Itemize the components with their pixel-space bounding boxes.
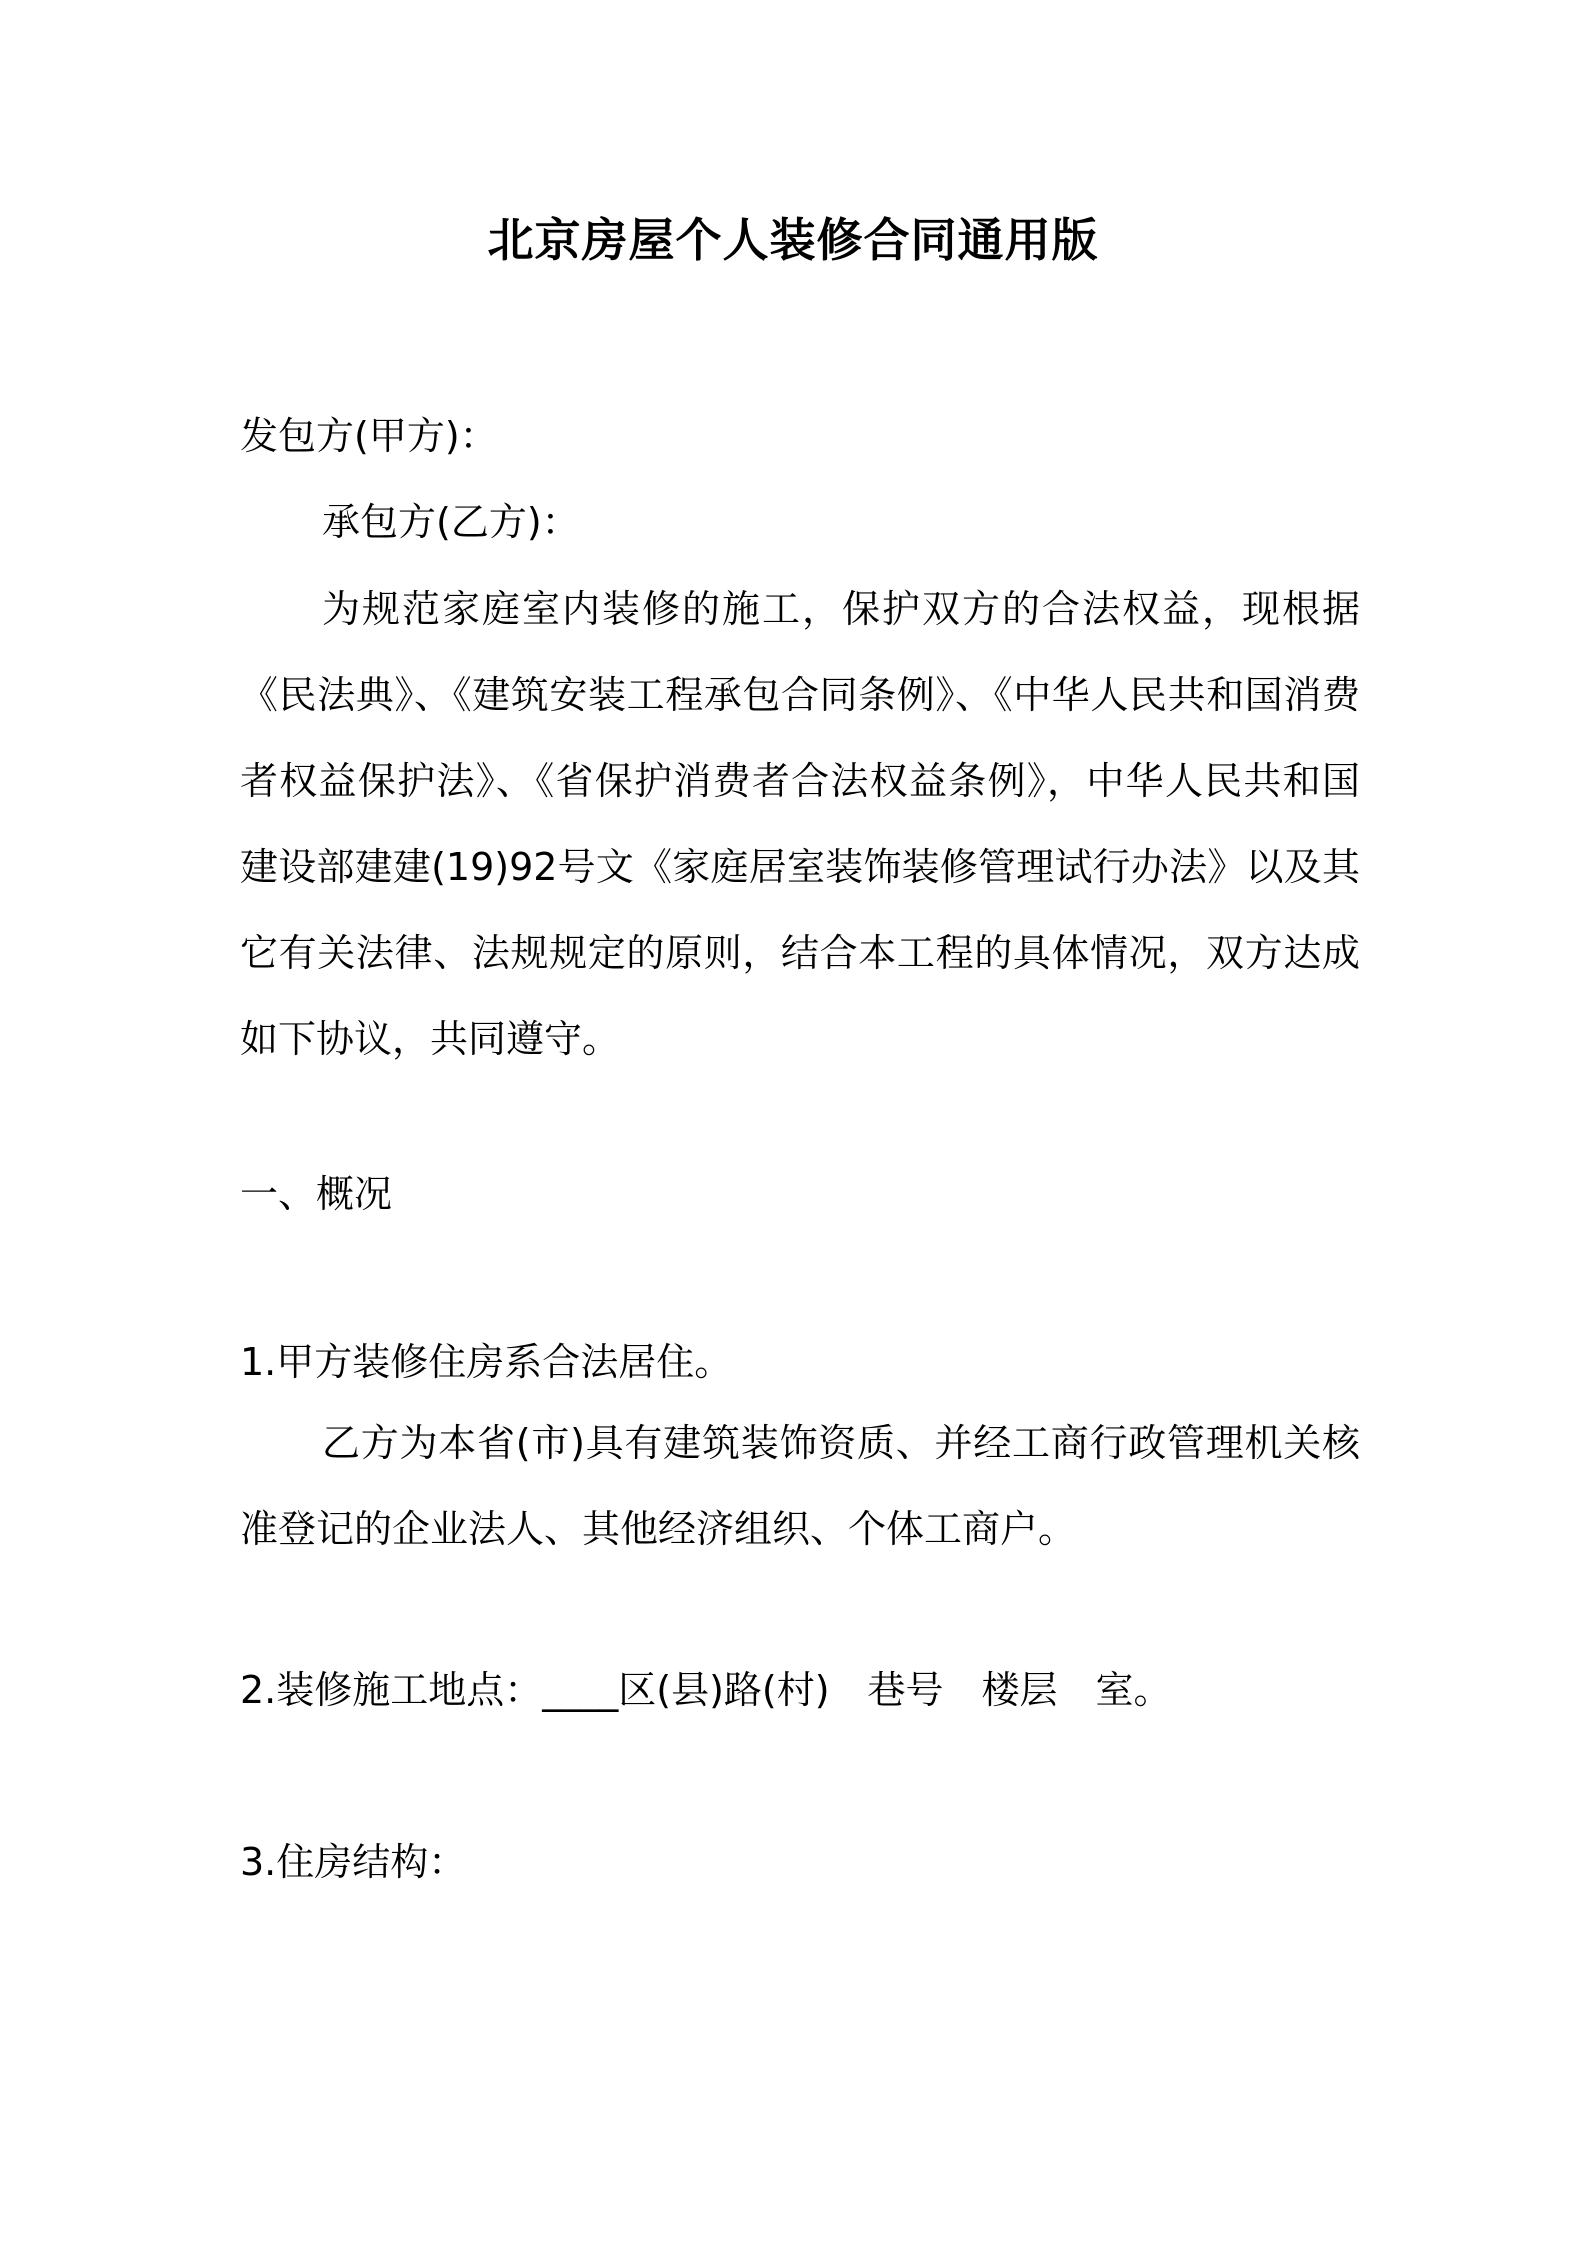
intro-paragraph: 为规范家庭室内装修的施工，保护双方的合法权益，现根据《民法典》、《建筑安装工程承包合同条例》、《中华人民共和国消费者权益保护法》、《省保护消费者合法权益条例》，中华人民共和国建设部建建(19)92号文《家庭居室装饰装修管理试行办法》以及其它有关法律、法规规定的原则，结合本工程的具体情况，双方达成如下协议，共同遵守。 <box>240 587 1360 1061</box>
document-title: 北京房屋个人装修合同通用版 <box>487 213 1099 267</box>
party-b-label: 承包方(乙方)： <box>322 500 580 544</box>
item-2-address: 2.装修施工地点：____区(县)路(村) 巷号 楼层 室。 <box>240 1668 1172 1712</box>
party-a-label: 发包方(甲方)： <box>240 414 498 458</box>
item-1-detail: 乙方为本省(市)具有建筑装饰资质、并经工商行政管理机关核准登记的企业法人、其他经济组织、个体工商户。 <box>240 1421 1360 1551</box>
section-heading-overview: 一、概况 <box>240 1172 393 1216</box>
item-1: 1.甲方装修住房系合法居住。 <box>240 1340 733 1384</box>
item-3-structure: 3.住房结构： <box>240 1840 467 1884</box>
